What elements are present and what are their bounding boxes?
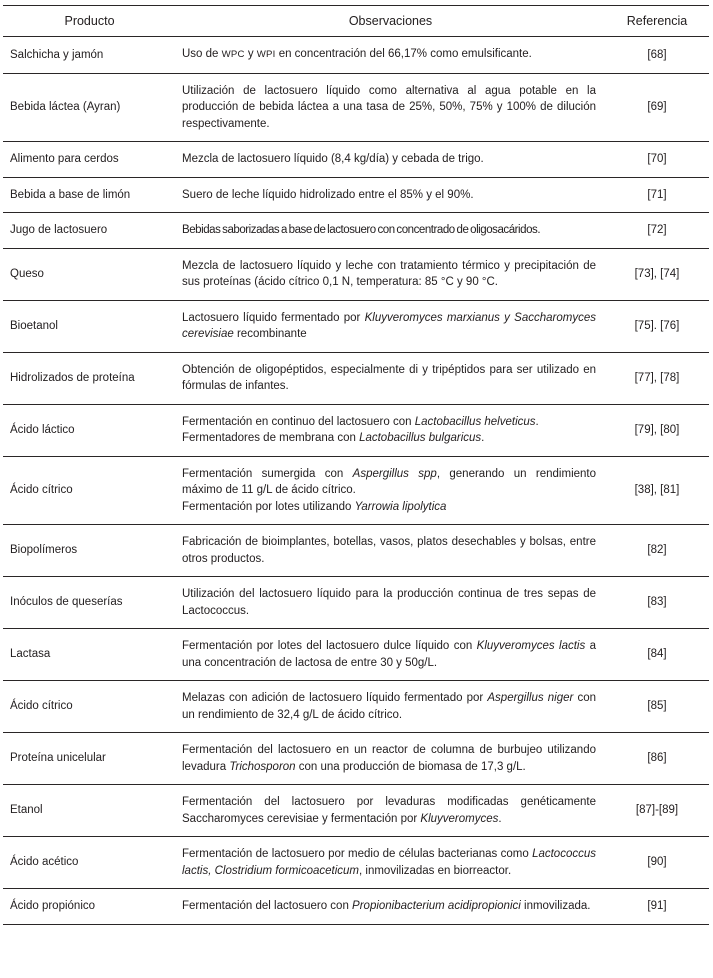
reference-cell: [85] — [605, 681, 709, 733]
observation-text: Fermentadores de membrana con — [182, 432, 360, 444]
reference-cell: [70] — [605, 142, 709, 178]
observation-text: Fermentación del lactosuero con — [182, 900, 353, 912]
observation-text: Mezcla de lactosuero líquido (8,4 kg/día) y cebada de trigo. — [182, 153, 484, 165]
observation-text: en concentración del 66,17% como emulsificante. — [275, 48, 532, 60]
column-header-observaciones: Observaciones — [176, 6, 605, 37]
product-cell: Bebida a base de limón — [3, 177, 176, 213]
product-cell: Bioetanol — [3, 300, 176, 352]
observation-text: WPC — [221, 49, 245, 60]
observation-cell — [176, 837, 605, 889]
observation-cell — [176, 889, 605, 925]
observation-text: Utilización de lactosuero líquido como alternativa al agua potable en la producción de bebida láctea a una tasa de 25%, 50%, 75% y 100% de dilución respectivamente. — [182, 84, 596, 130]
observation-text: a una concentración de lactosa de entre 30 y 50g/L. — [182, 640, 597, 669]
observation-text: Fermentación por lotes del lactosuero dulce líquido con — [182, 640, 477, 652]
table-row — [3, 456, 709, 525]
observation-text: Melazas con adición de lactosuero líquido fermentado por — [182, 692, 488, 704]
table-row — [3, 577, 709, 629]
observation-text: , generando un rendimiento máximo de 11 g/L de ácido cítrico. — [182, 467, 597, 496]
table-row — [3, 213, 709, 249]
reference-cell: [38], [81] — [605, 456, 709, 525]
observation-text: Fermentación por lotes utilizando — [182, 500, 355, 513]
species-name-italic: Kluyveromyces lactis — [476, 640, 586, 652]
table-row — [3, 177, 709, 213]
observation-cell — [176, 177, 605, 213]
reference-cell: [87]-[89] — [605, 785, 709, 837]
observation-cell — [176, 456, 605, 525]
product-cell: Etanol — [3, 785, 176, 837]
product-cell: Proteína unicelular — [3, 733, 176, 785]
table-row — [3, 733, 709, 785]
column-header-referencia: Referencia — [605, 6, 709, 37]
reference-cell: [68] — [605, 37, 709, 74]
table-row — [3, 37, 709, 74]
reference-cell: [84] — [605, 629, 709, 681]
observation-cell — [176, 577, 605, 629]
product-cell: Ácido propiónico — [3, 889, 176, 925]
species-name-italic: Trichosporon — [229, 760, 296, 773]
reference-cell: [72] — [605, 213, 709, 249]
observation-text: Fermentación del lactosuero por levaduras modificadas genéticamente Saccharomyces cerevisiae y fermentación por — [182, 796, 596, 825]
observation-cell — [176, 37, 605, 74]
species-name-italic: Kluyveromyces marxianus y Saccharomyces cerevisiae — [182, 311, 596, 340]
observation-text: Fermentación en continuo del lactosuero con — [182, 415, 415, 428]
observation-text: recombinante — [233, 328, 307, 340]
observation-text: Utilización del lactosuero líquido para la producción continua de tres sepas de Lactococcus. — [182, 588, 596, 617]
observation-text: Bebidas saborizadas a base de lactosuero con concentrado de oligosacáridos. — [182, 224, 541, 236]
reference-cell: [82] — [605, 525, 709, 577]
table-header — [3, 6, 709, 37]
species-name-italic: Propionibacterium acidipropionici — [352, 900, 521, 912]
observation-text: . — [481, 432, 485, 444]
species-name-italic: Aspergillus spp — [352, 467, 437, 480]
table-row — [3, 404, 709, 456]
species-name-italic: Lactobacillus helveticus — [414, 415, 536, 428]
observation-cell — [176, 404, 605, 456]
reference-cell: [79], [80] — [605, 404, 709, 456]
reference-cell: [75]. [76] — [605, 300, 709, 352]
product-cell: Ácido láctico — [3, 404, 176, 456]
observation-text: Obtención de oligopéptidos, especialmente di y tripéptidos para ser utilizado en fórmulas de infantes. — [182, 363, 596, 392]
table-body — [3, 37, 709, 925]
table-row — [3, 142, 709, 178]
reference-cell: [91] — [605, 889, 709, 925]
table-row — [3, 300, 709, 352]
species-name-italic: Lactobacillus bulgaricus — [359, 432, 482, 444]
observation-cell — [176, 73, 605, 142]
product-cell: Ácido cítrico — [3, 681, 176, 733]
species-name-italic: Aspergillus niger — [487, 692, 574, 704]
product-cell: Lactasa — [3, 629, 176, 681]
observation-text: con una producción de biomasa de 17,3 g/L. — [295, 760, 526, 773]
observation-text: Uso de — [182, 48, 222, 60]
table-row — [3, 889, 709, 925]
observation-cell — [176, 525, 605, 577]
table-row — [3, 681, 709, 733]
observation-cell — [176, 142, 605, 178]
reference-cell: [83] — [605, 577, 709, 629]
reference-cell: [86] — [605, 733, 709, 785]
observation-text: Fabricación de bioimplantes, botellas, vasos, platos desechables y bolsas, entre otros productos. — [182, 536, 596, 565]
observation-cell — [176, 352, 605, 404]
column-header-producto: Producto — [3, 6, 176, 37]
observation-cell — [176, 629, 605, 681]
species-name-italic: Yarrowia lipolytica — [354, 500, 447, 513]
table-row — [3, 73, 709, 142]
observation-cell — [176, 213, 605, 249]
product-cell: Biopolímeros — [3, 525, 176, 577]
product-cell: Ácido cítrico — [3, 456, 176, 525]
table-row — [3, 525, 709, 577]
table-row — [3, 785, 709, 837]
observation-cell — [176, 733, 605, 785]
observation-text: . — [498, 812, 502, 825]
product-cell: Hidrolizados de proteína — [3, 352, 176, 404]
table-row — [3, 629, 709, 681]
observation-cell — [176, 300, 605, 352]
table-row — [3, 248, 709, 300]
product-cell: Alimento para cerdos — [3, 142, 176, 178]
observation-text: Fermentación de lactosuero por medio de células bacterianas como — [182, 848, 533, 860]
observation-cell — [176, 785, 605, 837]
product-cell: Inóculos de queserías — [3, 577, 176, 629]
observation-text: WPI — [256, 49, 276, 60]
product-observations-table — [3, 5, 709, 925]
observation-text: . — [535, 415, 539, 428]
table-row — [3, 352, 709, 404]
observation-text: Fermentación sumergida con — [182, 467, 353, 480]
observation-text: inmovilizada. — [520, 900, 591, 912]
reference-cell: [77], [78] — [605, 352, 709, 404]
observation-text: Fermentación del lactosuero en un reactor de columna de burbujeo utilizando levadura — [182, 744, 596, 773]
observation-text: Lactosuero líquido fermentado por — [182, 311, 365, 324]
product-cell: Bebida láctea (Ayran) — [3, 73, 176, 142]
observation-text: y — [244, 48, 257, 60]
observation-text: , inmovilizadas en biorreactor. — [359, 864, 512, 877]
product-cell: Salchicha y jamón — [3, 37, 176, 74]
observation-text: Suero de leche líquido hidrolizado entre el 85% y el 90%. — [182, 188, 474, 201]
observation-text: con un rendimiento de 32,4 g/L de ácido cítrico. — [182, 692, 596, 721]
product-cell: Jugo de lactosuero — [3, 213, 176, 249]
product-cell: Queso — [3, 248, 176, 300]
observation-text: Mezcla de lactosuero líquido y leche con tratamiento térmico y precipitación de sus proteínas (ácido cítrico 0,1 N, temperatura: 85 °C y 90 °C. — [182, 259, 596, 288]
reference-cell: [90] — [605, 837, 709, 889]
observation-cell — [176, 248, 605, 300]
observation-cell — [176, 681, 605, 733]
header-row — [3, 6, 709, 37]
species-name-italic: Lactococcus lactis, Clostridium formicoaceticum — [182, 848, 596, 877]
reference-cell: [69] — [605, 73, 709, 142]
reference-cell: [71] — [605, 177, 709, 213]
reference-cell: [73], [74] — [605, 248, 709, 300]
species-name-italic: Kluyveromyces — [420, 812, 499, 825]
product-cell: Ácido acético — [3, 837, 176, 889]
table-row — [3, 837, 709, 889]
